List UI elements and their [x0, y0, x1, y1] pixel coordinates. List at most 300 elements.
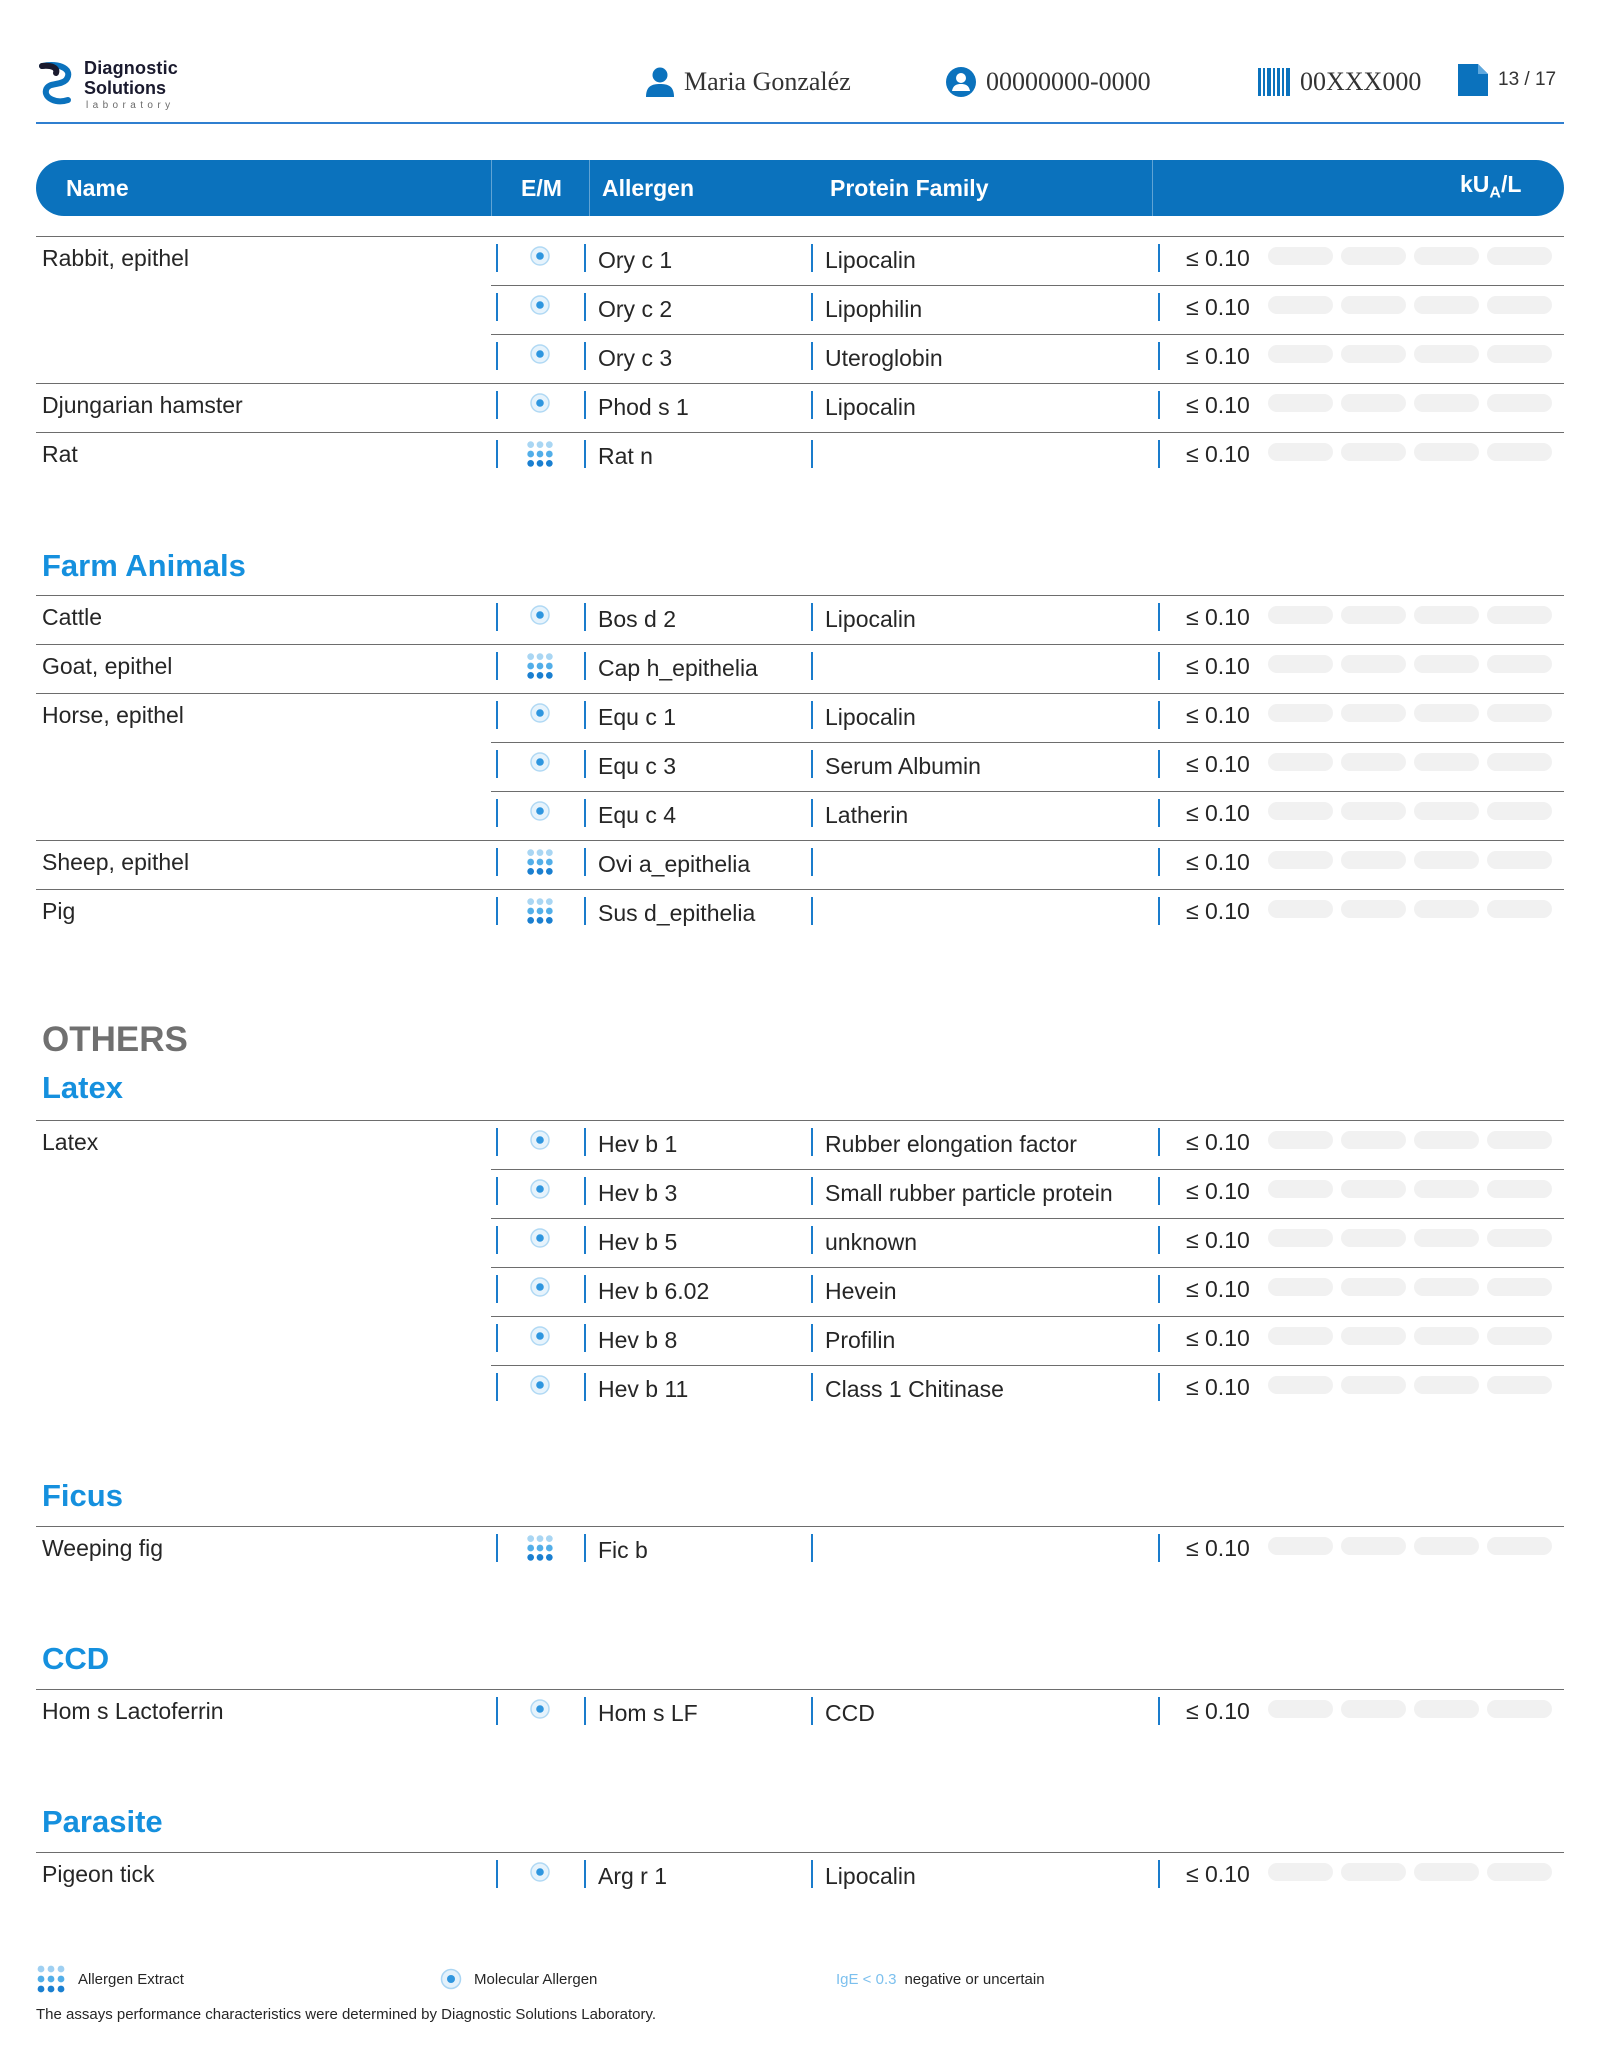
- protein-family: Lipocalin: [825, 247, 916, 273]
- column-separator: [1152, 160, 1153, 216]
- column-divider: [584, 848, 586, 876]
- column-divider: [496, 1860, 498, 1888]
- result-level-bar: [1268, 900, 1552, 918]
- patient-name: Maria Gonzaléz: [684, 67, 851, 96]
- level-segment: [1268, 753, 1333, 771]
- allergen-source-name: Djungarian hamster: [42, 392, 243, 418]
- level-segment: [1268, 704, 1333, 722]
- result-value: ≤ 0.10: [1186, 751, 1250, 777]
- column-divider: [1158, 1275, 1160, 1303]
- header-divider: [36, 122, 1564, 124]
- column-divider: [1158, 293, 1160, 321]
- legend-ige-text: negative or uncertain: [904, 1970, 1045, 1988]
- molecular-allergen-icon: [526, 701, 554, 729]
- section-title: Parasite: [42, 1804, 163, 1839]
- lab-logo: [36, 54, 226, 114]
- result-level-bar: [1268, 1180, 1552, 1198]
- column-divider: [811, 603, 813, 631]
- column-divider: [811, 1275, 813, 1303]
- column-divider: [811, 1226, 813, 1254]
- table-header: [36, 160, 1564, 216]
- page-number: 13 / 17: [1498, 69, 1557, 90]
- column-divider: [811, 1697, 813, 1725]
- table-row: [36, 791, 1564, 840]
- allergen-code: Hev b 11: [598, 1376, 689, 1402]
- level-segment: [1487, 851, 1552, 869]
- column-divider: [496, 1226, 498, 1254]
- result-level-bar: [1268, 1327, 1552, 1345]
- column-divider: [496, 897, 498, 925]
- logo-line-2: Solutions: [84, 78, 166, 98]
- table-row: [36, 1316, 1564, 1365]
- column-divider: [811, 293, 813, 321]
- section-title: CCD: [42, 1641, 110, 1676]
- level-segment: [1268, 1863, 1333, 1881]
- column-divider: [584, 799, 586, 827]
- column-divider: [584, 652, 586, 680]
- level-segment: [1341, 606, 1406, 624]
- allergen-code: Rat n: [598, 443, 653, 469]
- level-segment: [1487, 802, 1552, 820]
- column-separator: [491, 160, 492, 216]
- logo-mark-icon: [38, 60, 76, 108]
- protein-family: Lipophilin: [825, 296, 923, 322]
- level-segment: [1487, 1180, 1552, 1198]
- allergen-extract-icon: [526, 897, 554, 925]
- result-value: ≤ 0.10: [1186, 653, 1250, 679]
- column-divider: [584, 1534, 586, 1562]
- level-segment: [1268, 851, 1333, 869]
- level-segment: [1487, 900, 1552, 918]
- assay-footnote: The assays performance characteristics were determined by Diagnostic Solutions Laboratory.: [36, 2006, 657, 2023]
- column-divider: [811, 1860, 813, 1888]
- result-value: ≤ 0.10: [1186, 604, 1250, 630]
- column-divider: [496, 391, 498, 419]
- section-title: Ficus: [42, 1478, 123, 1513]
- level-segment: [1414, 655, 1479, 673]
- patient-name-field: [646, 64, 851, 100]
- level-segment: [1341, 1376, 1406, 1394]
- allergen-source-name: Sheep, epithel: [42, 849, 190, 875]
- level-segment: [1268, 900, 1333, 918]
- protein-family: Lipocalin: [825, 1863, 916, 1889]
- column-divider: [584, 1177, 586, 1205]
- table-row: [36, 1852, 1564, 1901]
- protein-family: Lipocalin: [825, 606, 916, 632]
- column-divider: [496, 1324, 498, 1352]
- result-value: ≤ 0.10: [1186, 343, 1250, 369]
- molecular-allergen-icon: [526, 1324, 554, 1352]
- column-divider: [584, 1226, 586, 1254]
- molecular-allergen-icon: [526, 293, 554, 321]
- result-level-bar: [1268, 443, 1552, 461]
- level-segment: [1414, 753, 1479, 771]
- table-row: [36, 742, 1564, 791]
- allergen-code: Ory c 2: [598, 296, 673, 322]
- column-divider: [1158, 440, 1160, 468]
- column-divider: [584, 701, 586, 729]
- legend-ige: [836, 1964, 1045, 1994]
- level-segment: [1341, 1180, 1406, 1198]
- result-level-bar: [1268, 655, 1552, 673]
- protein-family: Class 1 Chitinase: [825, 1376, 1004, 1402]
- table-row: [36, 1526, 1564, 1575]
- allergen-code: Equ c 3: [598, 753, 676, 779]
- patient-id: 00000000-0000: [986, 67, 1151, 96]
- level-segment: [1341, 1863, 1406, 1881]
- allergen-code: Hev b 1: [598, 1131, 678, 1157]
- level-segment: [1414, 345, 1479, 363]
- molecular-allergen-icon: [526, 1373, 554, 1401]
- table-row: [36, 1169, 1564, 1218]
- level-segment: [1341, 900, 1406, 918]
- column-divider: [496, 750, 498, 778]
- level-segment: [1414, 1229, 1479, 1247]
- level-segment: [1268, 296, 1333, 314]
- column-divider: [1158, 701, 1160, 729]
- column-divider: [496, 652, 498, 680]
- level-segment: [1414, 296, 1479, 314]
- level-segment: [1487, 394, 1552, 412]
- level-segment: [1268, 606, 1333, 624]
- allergen-code: Ovi a_epithelia: [598, 851, 751, 877]
- level-segment: [1268, 1131, 1333, 1149]
- result-value: ≤ 0.10: [1186, 849, 1250, 875]
- level-segment: [1341, 1278, 1406, 1296]
- column-divider: [1158, 1226, 1160, 1254]
- result-level-bar: [1268, 345, 1552, 363]
- column-divider: [811, 1373, 813, 1401]
- column-divider: [1158, 1534, 1160, 1562]
- level-segment: [1487, 606, 1552, 624]
- result-value: ≤ 0.10: [1186, 1276, 1250, 1302]
- sample-code-field: [1258, 64, 1421, 100]
- allergen-code: Bos d 2: [598, 606, 676, 632]
- column-divider: [1158, 1324, 1160, 1352]
- legend-ige-label: IgE < 0.3: [836, 1970, 897, 1988]
- column-header-name: Name: [66, 175, 129, 201]
- allergen-source-name: Rabbit, epithel: [42, 245, 190, 271]
- allergen-code: Hev b 5: [598, 1229, 678, 1255]
- allergen-code: Cap h_epithelia: [598, 655, 758, 681]
- table-row: [36, 432, 1564, 481]
- level-segment: [1268, 655, 1333, 673]
- column-divider: [1158, 897, 1160, 925]
- legend-extract: [36, 1964, 184, 1994]
- result-value: ≤ 0.10: [1186, 1698, 1250, 1724]
- molecular-allergen-icon: [526, 603, 554, 631]
- table-row: [36, 840, 1564, 889]
- level-segment: [1341, 704, 1406, 722]
- column-divider: [1158, 342, 1160, 370]
- level-segment: [1341, 247, 1406, 265]
- column-divider: [496, 342, 498, 370]
- column-divider: [1158, 1373, 1160, 1401]
- column-divider: [811, 1128, 813, 1156]
- column-divider: [1158, 1697, 1160, 1725]
- level-segment: [1268, 247, 1333, 265]
- allergen-source-name: Goat, epithel: [42, 653, 173, 679]
- result-value: ≤ 0.10: [1186, 1325, 1250, 1351]
- column-divider: [1158, 391, 1160, 419]
- molecular-allergen-icon: [440, 1968, 462, 1990]
- result-level-bar: [1268, 802, 1552, 820]
- level-segment: [1487, 704, 1552, 722]
- result-level-bar: [1268, 1131, 1552, 1149]
- level-segment: [1268, 1700, 1333, 1718]
- column-divider: [584, 603, 586, 631]
- result-level-bar: [1268, 753, 1552, 771]
- column-divider: [811, 652, 813, 680]
- allergen-code: Hev b 8: [598, 1327, 678, 1353]
- column-divider: [584, 750, 586, 778]
- level-segment: [1341, 753, 1406, 771]
- allergen-source-name: Horse, epithel: [42, 702, 184, 728]
- group-title: OTHERS: [42, 1020, 188, 1059]
- section-title: Latex: [42, 1070, 123, 1105]
- user-icon: [646, 67, 674, 97]
- result-value: ≤ 0.10: [1186, 441, 1250, 467]
- molecular-allergen-icon: [526, 1275, 554, 1303]
- allergen-code: Hev b 3: [598, 1180, 678, 1206]
- result-level-bar: [1268, 1278, 1552, 1296]
- column-divider: [811, 897, 813, 925]
- level-segment: [1341, 443, 1406, 461]
- column-divider: [811, 391, 813, 419]
- column-divider: [811, 848, 813, 876]
- level-segment: [1341, 1537, 1406, 1555]
- id-badge-icon: [946, 67, 976, 97]
- protein-family: Small rubber particle protein: [825, 1180, 1113, 1206]
- column-divider: [811, 1324, 813, 1352]
- result-level-bar: [1268, 1229, 1552, 1247]
- result-value: ≤ 0.10: [1186, 1535, 1250, 1561]
- result-level-bar: [1268, 1376, 1552, 1394]
- column-divider: [496, 1373, 498, 1401]
- level-segment: [1414, 1327, 1479, 1345]
- level-segment: [1487, 247, 1552, 265]
- report-header: [36, 50, 1564, 122]
- column-divider: [1158, 652, 1160, 680]
- level-segment: [1268, 1376, 1333, 1394]
- level-segment: [1268, 443, 1333, 461]
- level-segment: [1268, 345, 1333, 363]
- molecular-allergen-icon: [526, 244, 554, 272]
- column-divider: [811, 1177, 813, 1205]
- column-divider: [584, 342, 586, 370]
- table-row: [36, 1267, 1564, 1316]
- column-divider: [811, 701, 813, 729]
- column-divider: [584, 1324, 586, 1352]
- molecular-allergen-icon: [526, 342, 554, 370]
- column-divider: [811, 440, 813, 468]
- page-indicator: [1458, 62, 1556, 98]
- allergen-extract-icon: [526, 652, 554, 680]
- level-segment: [1341, 851, 1406, 869]
- table-row: [36, 383, 1564, 432]
- result-value: ≤ 0.10: [1186, 1861, 1250, 1887]
- table-row: [36, 693, 1564, 742]
- result-level-bar: [1268, 394, 1552, 412]
- column-divider: [584, 244, 586, 272]
- column-divider: [1158, 1128, 1160, 1156]
- level-segment: [1341, 345, 1406, 363]
- table-row: [36, 595, 1564, 644]
- column-divider: [584, 293, 586, 321]
- level-segment: [1341, 296, 1406, 314]
- column-divider: [811, 1534, 813, 1562]
- column-divider: [1158, 1860, 1160, 1888]
- column-divider: [496, 848, 498, 876]
- allergen-source-name: Hom s Lactoferrin: [42, 1698, 224, 1724]
- column-header-family: Protein Family: [830, 175, 989, 201]
- result-value: ≤ 0.10: [1186, 1227, 1250, 1253]
- column-divider: [584, 1275, 586, 1303]
- document-icon: [1458, 64, 1488, 96]
- allergen-source-name: Latex: [42, 1129, 99, 1155]
- level-segment: [1414, 1537, 1479, 1555]
- level-segment: [1414, 1180, 1479, 1198]
- column-header-unit: $kU_A/L$: [1460, 171, 1522, 202]
- result-value: ≤ 0.10: [1186, 898, 1250, 924]
- allergen-source-name: Pig: [42, 898, 76, 924]
- level-segment: [1487, 655, 1552, 673]
- column-divider: [1158, 750, 1160, 778]
- allergen-source-name: Pigeon tick: [42, 1861, 155, 1887]
- column-divider: [1158, 848, 1160, 876]
- column-divider: [496, 603, 498, 631]
- result-level-bar: [1268, 1537, 1552, 1555]
- level-segment: [1341, 394, 1406, 412]
- result-level-bar: [1268, 704, 1552, 722]
- column-divider: [584, 440, 586, 468]
- section-title: Farm Animals: [42, 548, 246, 583]
- molecular-allergen-icon: [526, 1860, 554, 1888]
- patient-id-field: [946, 64, 1151, 100]
- column-divider: [496, 1128, 498, 1156]
- column-divider: [496, 244, 498, 272]
- level-segment: [1487, 1863, 1552, 1881]
- result-value: ≤ 0.10: [1186, 1129, 1250, 1155]
- column-divider: [811, 342, 813, 370]
- column-divider: [811, 244, 813, 272]
- allergen-code: Hom s LF: [598, 1700, 698, 1726]
- molecular-allergen-icon: [526, 1226, 554, 1254]
- allergen-code: Hev b 6.02: [598, 1278, 710, 1304]
- level-segment: [1414, 1131, 1479, 1149]
- allergen-source-name: Weeping fig: [42, 1535, 164, 1561]
- level-segment: [1268, 1229, 1333, 1247]
- level-segment: [1268, 1537, 1333, 1555]
- protein-family: unknown: [825, 1229, 918, 1255]
- level-segment: [1487, 1700, 1552, 1718]
- result-value: ≤ 0.10: [1186, 800, 1250, 826]
- logo-line-3: laboratory: [86, 100, 175, 111]
- allergen-code: Sus d_epithelia: [598, 900, 756, 926]
- level-segment: [1268, 394, 1333, 412]
- result-level-bar: [1268, 296, 1552, 314]
- molecular-allergen-icon: [526, 1697, 554, 1725]
- column-divider: [811, 799, 813, 827]
- column-divider: [496, 1534, 498, 1562]
- level-segment: [1487, 1278, 1552, 1296]
- allergen-code: Equ c 4: [598, 802, 676, 828]
- column-divider: [584, 1860, 586, 1888]
- protein-family: Lipocalin: [825, 704, 916, 730]
- level-segment: [1268, 1180, 1333, 1198]
- column-divider: [496, 440, 498, 468]
- level-segment: [1341, 655, 1406, 673]
- table-row: [36, 1120, 1564, 1169]
- allergen-extract-icon: [526, 440, 554, 468]
- level-segment: [1414, 851, 1479, 869]
- column-divider: [1158, 603, 1160, 631]
- level-segment: [1414, 394, 1479, 412]
- level-segment: [1487, 1327, 1552, 1345]
- protein-family: Lipocalin: [825, 394, 916, 420]
- level-segment: [1414, 1278, 1479, 1296]
- result-value: ≤ 0.10: [1186, 294, 1250, 320]
- result-value: ≤ 0.10: [1186, 1178, 1250, 1204]
- protein-family: Latherin: [825, 802, 909, 828]
- level-segment: [1414, 1700, 1479, 1718]
- column-divider: [496, 799, 498, 827]
- level-segment: [1414, 606, 1479, 624]
- result-level-bar: [1268, 851, 1552, 869]
- level-segment: [1268, 1278, 1333, 1296]
- result-value: ≤ 0.10: [1186, 1374, 1250, 1400]
- level-segment: [1487, 296, 1552, 314]
- column-divider: [496, 701, 498, 729]
- protein-family: Hevein: [825, 1278, 897, 1304]
- protein-family: Uteroglobin: [825, 345, 943, 371]
- level-segment: [1487, 1131, 1552, 1149]
- allergen-code: Ory c 1: [598, 247, 673, 273]
- column-divider: [584, 1373, 586, 1401]
- column-divider: [584, 1697, 586, 1725]
- column-header-allergen: Allergen: [602, 175, 695, 201]
- column-divider: [584, 897, 586, 925]
- table-row: [36, 1689, 1564, 1738]
- result-level-bar: [1268, 606, 1552, 624]
- level-segment: [1268, 1327, 1333, 1345]
- column-divider: [496, 293, 498, 321]
- barcode-icon: [1258, 68, 1290, 96]
- level-segment: [1268, 802, 1333, 820]
- level-segment: [1414, 247, 1479, 265]
- table-row: [36, 1365, 1564, 1414]
- column-divider: [1158, 799, 1160, 827]
- result-value: ≤ 0.10: [1186, 245, 1250, 271]
- table-row: [36, 1218, 1564, 1267]
- allergen-extract-icon: [36, 1964, 66, 1994]
- level-segment: [1414, 900, 1479, 918]
- molecular-allergen-icon: [526, 391, 554, 419]
- level-segment: [1341, 1700, 1406, 1718]
- level-segment: [1341, 1229, 1406, 1247]
- protein-family: CCD: [825, 1700, 875, 1726]
- molecular-allergen-icon: [526, 1128, 554, 1156]
- level-segment: [1487, 1376, 1552, 1394]
- allergen-source-name: Rat: [42, 441, 78, 467]
- level-segment: [1341, 1131, 1406, 1149]
- sample-code: 00XXX000: [1300, 67, 1422, 96]
- result-level-bar: [1268, 247, 1552, 265]
- column-divider: [584, 1128, 586, 1156]
- column-divider: [496, 1177, 498, 1205]
- column-divider: [1158, 244, 1160, 272]
- column-separator: [589, 160, 590, 216]
